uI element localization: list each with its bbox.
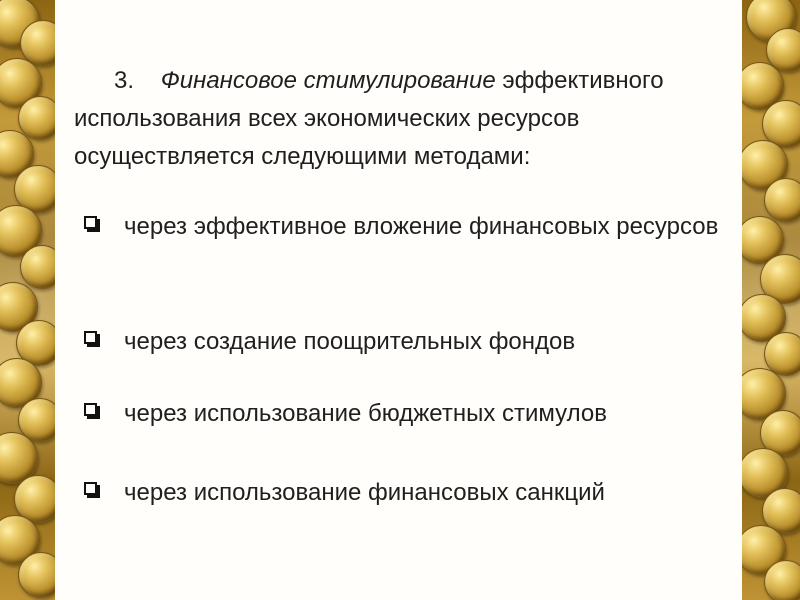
checkbox-icon <box>84 216 97 229</box>
coin <box>20 245 55 289</box>
coin <box>18 552 55 598</box>
list-item <box>80 323 720 361</box>
list-item-label: через использование финансовых санкций <box>124 479 605 506</box>
list-item <box>80 208 720 246</box>
right-coins-decoration <box>742 0 800 600</box>
checkbox-icon <box>84 331 97 344</box>
list-item-label: через создание поощрительных фондов <box>124 328 576 355</box>
list-item <box>80 395 720 433</box>
coin <box>764 560 800 600</box>
intro-number: 3. <box>114 67 135 94</box>
left-coins-decoration <box>0 0 55 600</box>
list-item <box>80 474 720 512</box>
coin <box>764 178 800 222</box>
intro-paragraph <box>74 62 734 176</box>
checkbox-icon <box>84 482 97 495</box>
list-item-label: через использование бюджетных стимулов <box>124 400 608 427</box>
checkbox-icon <box>84 403 97 416</box>
intro-rest: эффективного использования всех экономических ресурсов осуществляется следующими методами: <box>74 67 664 170</box>
intro-term: Финансовое стимулирование <box>160 67 496 94</box>
list-item-label: через эффективное вложение финансовых ресурсов <box>124 213 719 240</box>
